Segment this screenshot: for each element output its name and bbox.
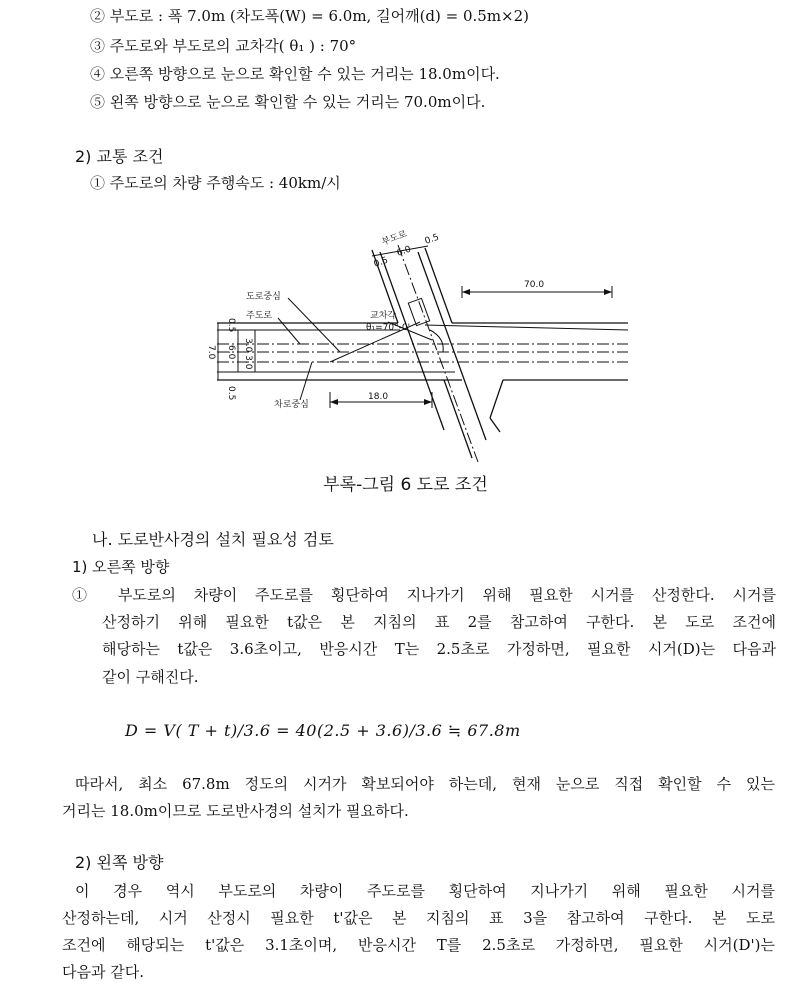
sub-road-right-edge-upper [425, 248, 452, 323]
label-w05a: 0.5 [372, 255, 390, 270]
label-w60: 6.0 [395, 244, 413, 259]
conclusion-line-1: 따라서, 최소 67.8m 정도의 시거가 확보되어야 하는데, 현재 눈으로 직접 확인할 수 있는 [75, 775, 775, 793]
conclusion-line-2: 거리는 18.0m이므로 도로반사경의 설치가 필요하다. [62, 802, 409, 820]
condition-item-4: ④ 오른쪽 방향으로 눈으로 확인할 수 있는 거리는 18.0m이다. [90, 65, 500, 83]
left-para-line-4: 다음과 같다. [62, 963, 144, 981]
right-para-line-1: ① 부도로의 차량이 주도로를 횡단하여 지나가기 위해 필요한 시거를 산정한다. 시거를 [72, 586, 776, 604]
condition-item-3: ③ 주도로와 부도로의 교차각( θ₁ ) : 70° [90, 37, 357, 55]
sight-distance-formula: D = V( T + t)/3.6 = 40(2.5 + 3.6)/3.6 ≒ 67.8m [125, 721, 521, 740]
label-v60: 6.0 [226, 345, 236, 360]
sub-road-right-edge-lower [490, 380, 503, 418]
leader-lane-center [300, 362, 312, 400]
figure-caption: 부록-그림 6 도로 조건 [323, 475, 488, 495]
condition-item-2: ② 부도로 : 폭 7.0m (차도폭(W) = 6.0m, 길어깨(d) = 0.5m×2) [90, 7, 530, 25]
sub-road-centerline [395, 244, 478, 462]
label-v3030: 3.0 3.0 [243, 338, 253, 370]
traffic-speed-item: ① 주도로의 차량 주행속도 : 40km/시 [90, 174, 341, 192]
label-w05b: 0.5 [423, 232, 441, 247]
left-para-line-2: 산정하는데, 시거 산정시 필요한 t'값은 본 지침의 표 3을 참고하여 구한다. 본 도로 [62, 909, 775, 927]
condition-item-5: ⑤ 왼쪽 방향으로 눈으로 확인할 수 있는 거리는 70.0m이다. [90, 93, 486, 111]
sub-road-inner-left [380, 252, 444, 430]
label-d18: 18.0 [368, 392, 389, 402]
right-para-line-2: 산정하기 위해 필요한 t값은 본 지침의 표 2를 참고하여 구한다. 본 도로 조건에 [102, 613, 776, 631]
label-theta: θ₁=70°-0' [366, 323, 411, 333]
left-direction-heading: 2) 왼쪽 방향 [75, 853, 164, 872]
right-para-line-4: 같이 구해진다. [102, 668, 199, 686]
label-v70: 7.0 [206, 345, 216, 360]
sub-road-inner-right [418, 252, 486, 440]
right-para-line-3: 해당하는 t값은 3.6초이고, 반응시간 T는 2.5초로 가정하면, 필요한 시거(D)는 다음과 [102, 640, 776, 658]
label-v05bot: 0.5 [226, 386, 236, 401]
left-para-line-1: 이 경우 역시 부도로의 차량이 주도로를 횡단하여 지나가기 위해 필요한 시거를 [75, 882, 775, 900]
sight-line-left [425, 325, 628, 330]
arrow-70-left [462, 289, 470, 295]
label-v05top: 0.5 [226, 318, 236, 333]
label-lane-center: 차로중심 [274, 400, 309, 410]
section-heading: 나. 도로반사경의 설치 필요성 검토 [92, 530, 334, 549]
label-road-center: 도로중심 [246, 292, 281, 302]
label-main-road: 주도로 [246, 311, 273, 321]
arrow-18-right [424, 399, 432, 405]
sub-road-left-edge-lower [444, 380, 472, 458]
traffic-heading: 2) 교통 조건 [75, 147, 164, 166]
arrow-70-right [604, 289, 612, 295]
label-d70: 70.0 [524, 280, 545, 290]
right-direction-heading: 1) 오른쪽 방향 [72, 558, 170, 576]
label-sub-road: 부도로 [380, 229, 409, 248]
road-diagram [0, 0, 811, 470]
label-cross-angle: 교차각 [370, 311, 397, 321]
right-corner-curb [490, 418, 500, 432]
arrow-18-left [330, 399, 338, 405]
leader-main-road [278, 318, 300, 344]
left-para-line-3: 조건에 해당되는 t'값은 3.1초이며, 반응시간 T를 2.5초로 가정하면, 필요한 시거(D')는 [62, 936, 775, 954]
